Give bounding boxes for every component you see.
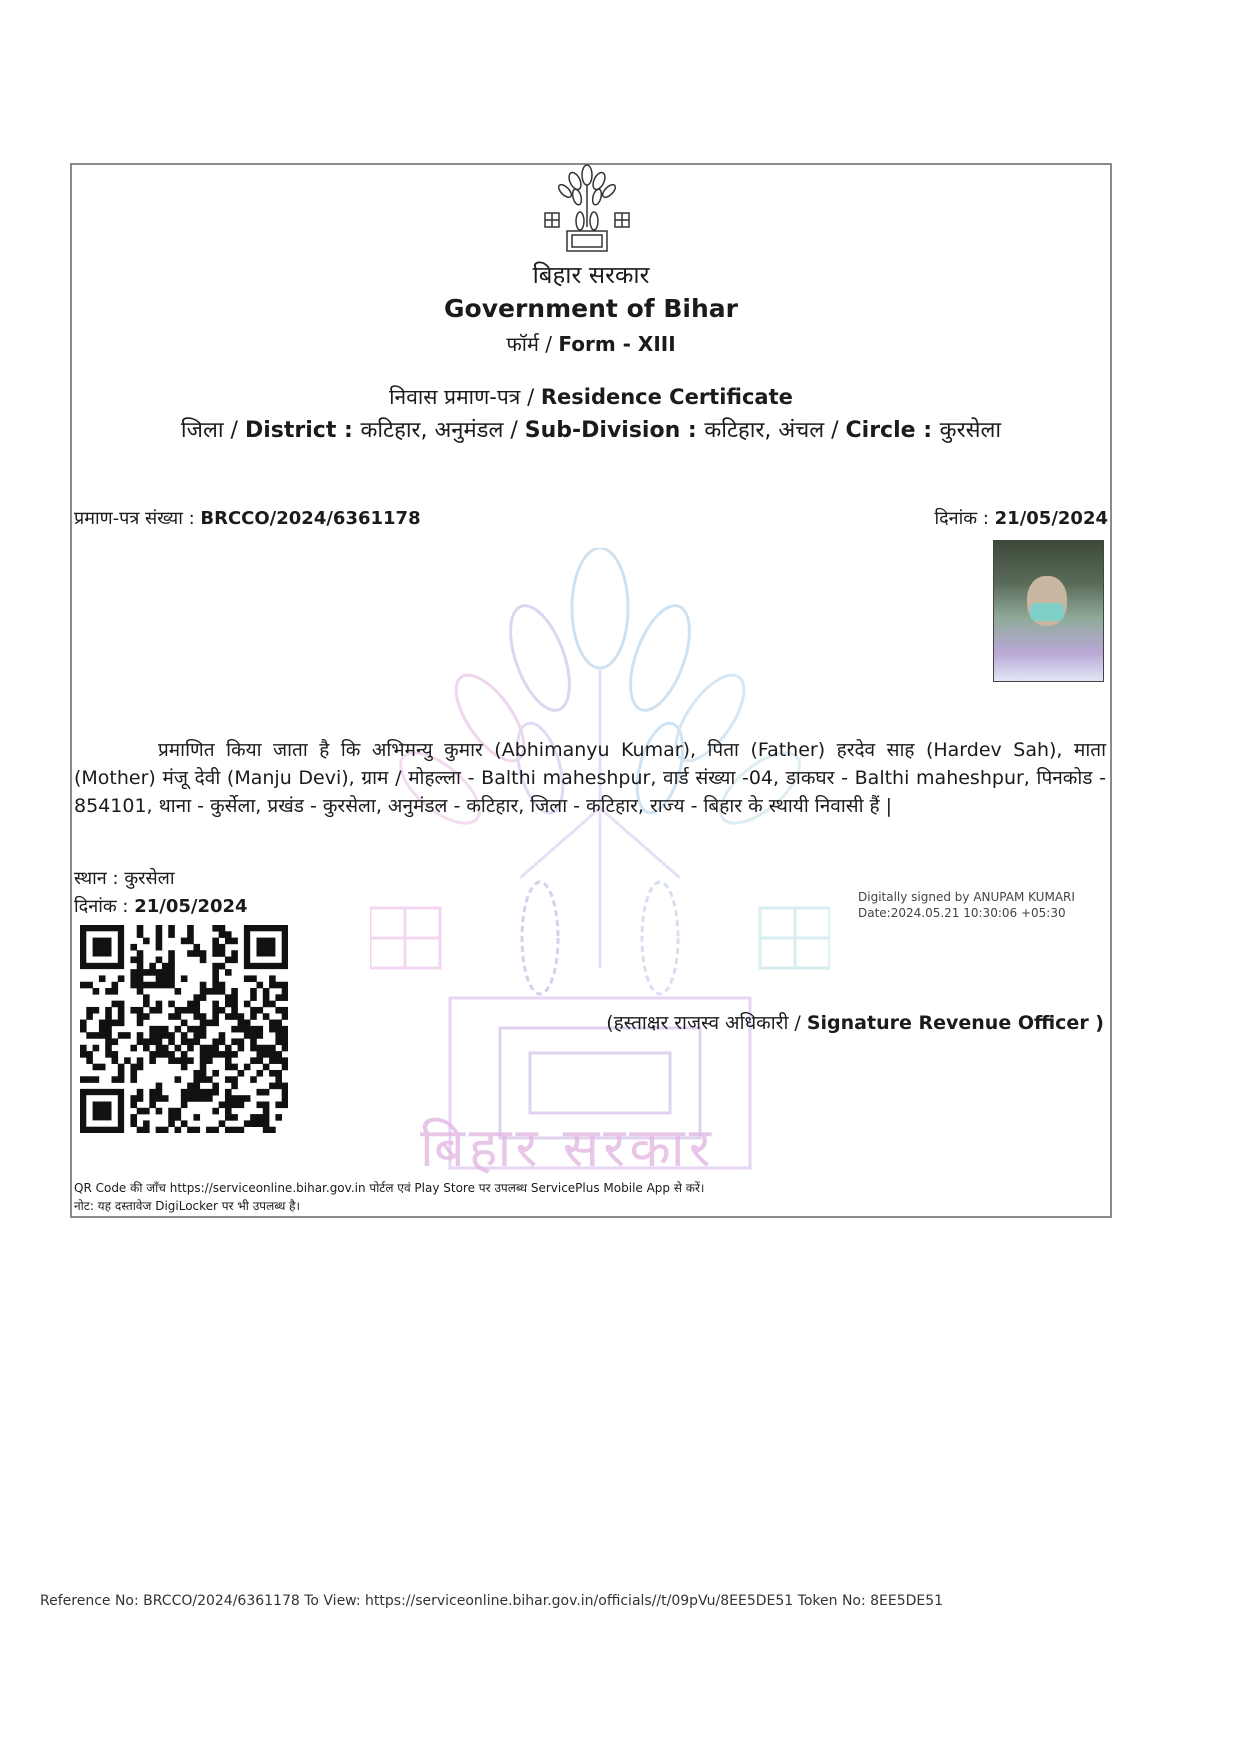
- circle-hi: अंचल /: [778, 418, 846, 443]
- subdiv-value: कटिहार,: [704, 418, 779, 443]
- circle-en: Circle :: [845, 418, 940, 443]
- issue-date: [74, 894, 248, 918]
- place: [74, 866, 175, 890]
- district-line: [70, 414, 1112, 444]
- issue-date-value: 21/05/2024: [134, 896, 248, 917]
- reference-line: Reference No: BRCCO/2024/6361178 To View: https://serviceonline.bihar.gov.in/officials//t/09pVu/8EE5DE51 Token No: 8EE5DE51: [40, 1593, 944, 1609]
- form-english: Form - XIII: [558, 332, 676, 356]
- govt-english-title: Government of Bihar: [444, 294, 738, 323]
- signature-en: Signature Revenue Officer ): [806, 1012, 1104, 1034]
- certificate-title: [70, 383, 1112, 411]
- title-hindi: निवास प्रमाण-पत्र /: [389, 385, 541, 409]
- title-english: Residence Certificate: [540, 385, 793, 409]
- district-value: कटिहार,: [360, 418, 435, 443]
- govt-hindi-title: बिहार सरकार: [532, 261, 650, 289]
- digital-sign-line1: Digitally signed by ANUPAM KUMARI: [858, 890, 1075, 904]
- issue-date-label: दिनांक :: [74, 896, 135, 917]
- signature-officer: [606, 1009, 1104, 1035]
- digilocker-note: नोट: यह दस्तावेज DigiLocker पर भी उपलब्ध है।: [74, 1199, 301, 1213]
- photo-mask: [1030, 603, 1064, 621]
- date-label: दिनांक :: [934, 508, 995, 529]
- bihar-emblem-watermark-icon: [370, 548, 830, 1188]
- certificate-body: प्रमाणित किया जाता है कि अभिमन्यु कुमार (Abhimanyu Kumar), पिता (Father) हरदेव साह (Hardev Sah), माता (Mother) मंजू देवी (Manju Devi), ग्राम / मोहल्ला - Balthi maheshpur, वार्ड संख्या -04, डाकघर - Balthi maheshpur, पिनकोड - 854101, थाना - कुर्सेला, प्रखंड - कुरसेला, अनुमंडल - कटिहार, जिला - कटिहार, राज्य - बिहार के स्थायी निवासी हैं |: [74, 739, 1106, 817]
- subdiv-en: Sub-Division :: [524, 418, 705, 443]
- cert-no-value: BRCCO/2024/6361178: [200, 508, 421, 529]
- certificate-number: [74, 506, 421, 530]
- signature-hi: (हस्ताक्षर राजस्व अधिकारी /: [606, 1012, 807, 1034]
- watermark-text: बिहार सरकार: [420, 1116, 715, 1179]
- place-label: स्थान :: [74, 868, 125, 889]
- date-value: 21/05/2024: [994, 508, 1108, 529]
- form-number: [70, 330, 1112, 357]
- cert-no-label: प्रमाण-पत्र संख्या :: [74, 508, 201, 529]
- qr-note: QR Code की जाँच https://serviceonline.bihar.gov.in पोर्टल एवं Play Store पर उपलब्ध ServicePlus Mobile App से करें।: [74, 1181, 705, 1195]
- district-en: District :: [244, 418, 361, 443]
- place-value: कुरसेला: [124, 868, 175, 889]
- certificate-date: [934, 506, 1108, 530]
- qr-code-icon[interactable]: [80, 925, 288, 1133]
- district-hi: जिला /: [180, 418, 245, 443]
- bihar-emblem-icon: [541, 163, 633, 257]
- form-hindi: फॉर्म /: [506, 332, 559, 356]
- subdiv-hi: अनुमंडल /: [434, 418, 525, 443]
- digital-sign-line2: Date:2024.05.21 10:30:06 +05:30: [858, 906, 1066, 920]
- circle-value: कुरसेला: [939, 418, 1002, 443]
- digital-signature: [858, 889, 1075, 921]
- applicant-photo: [993, 540, 1104, 682]
